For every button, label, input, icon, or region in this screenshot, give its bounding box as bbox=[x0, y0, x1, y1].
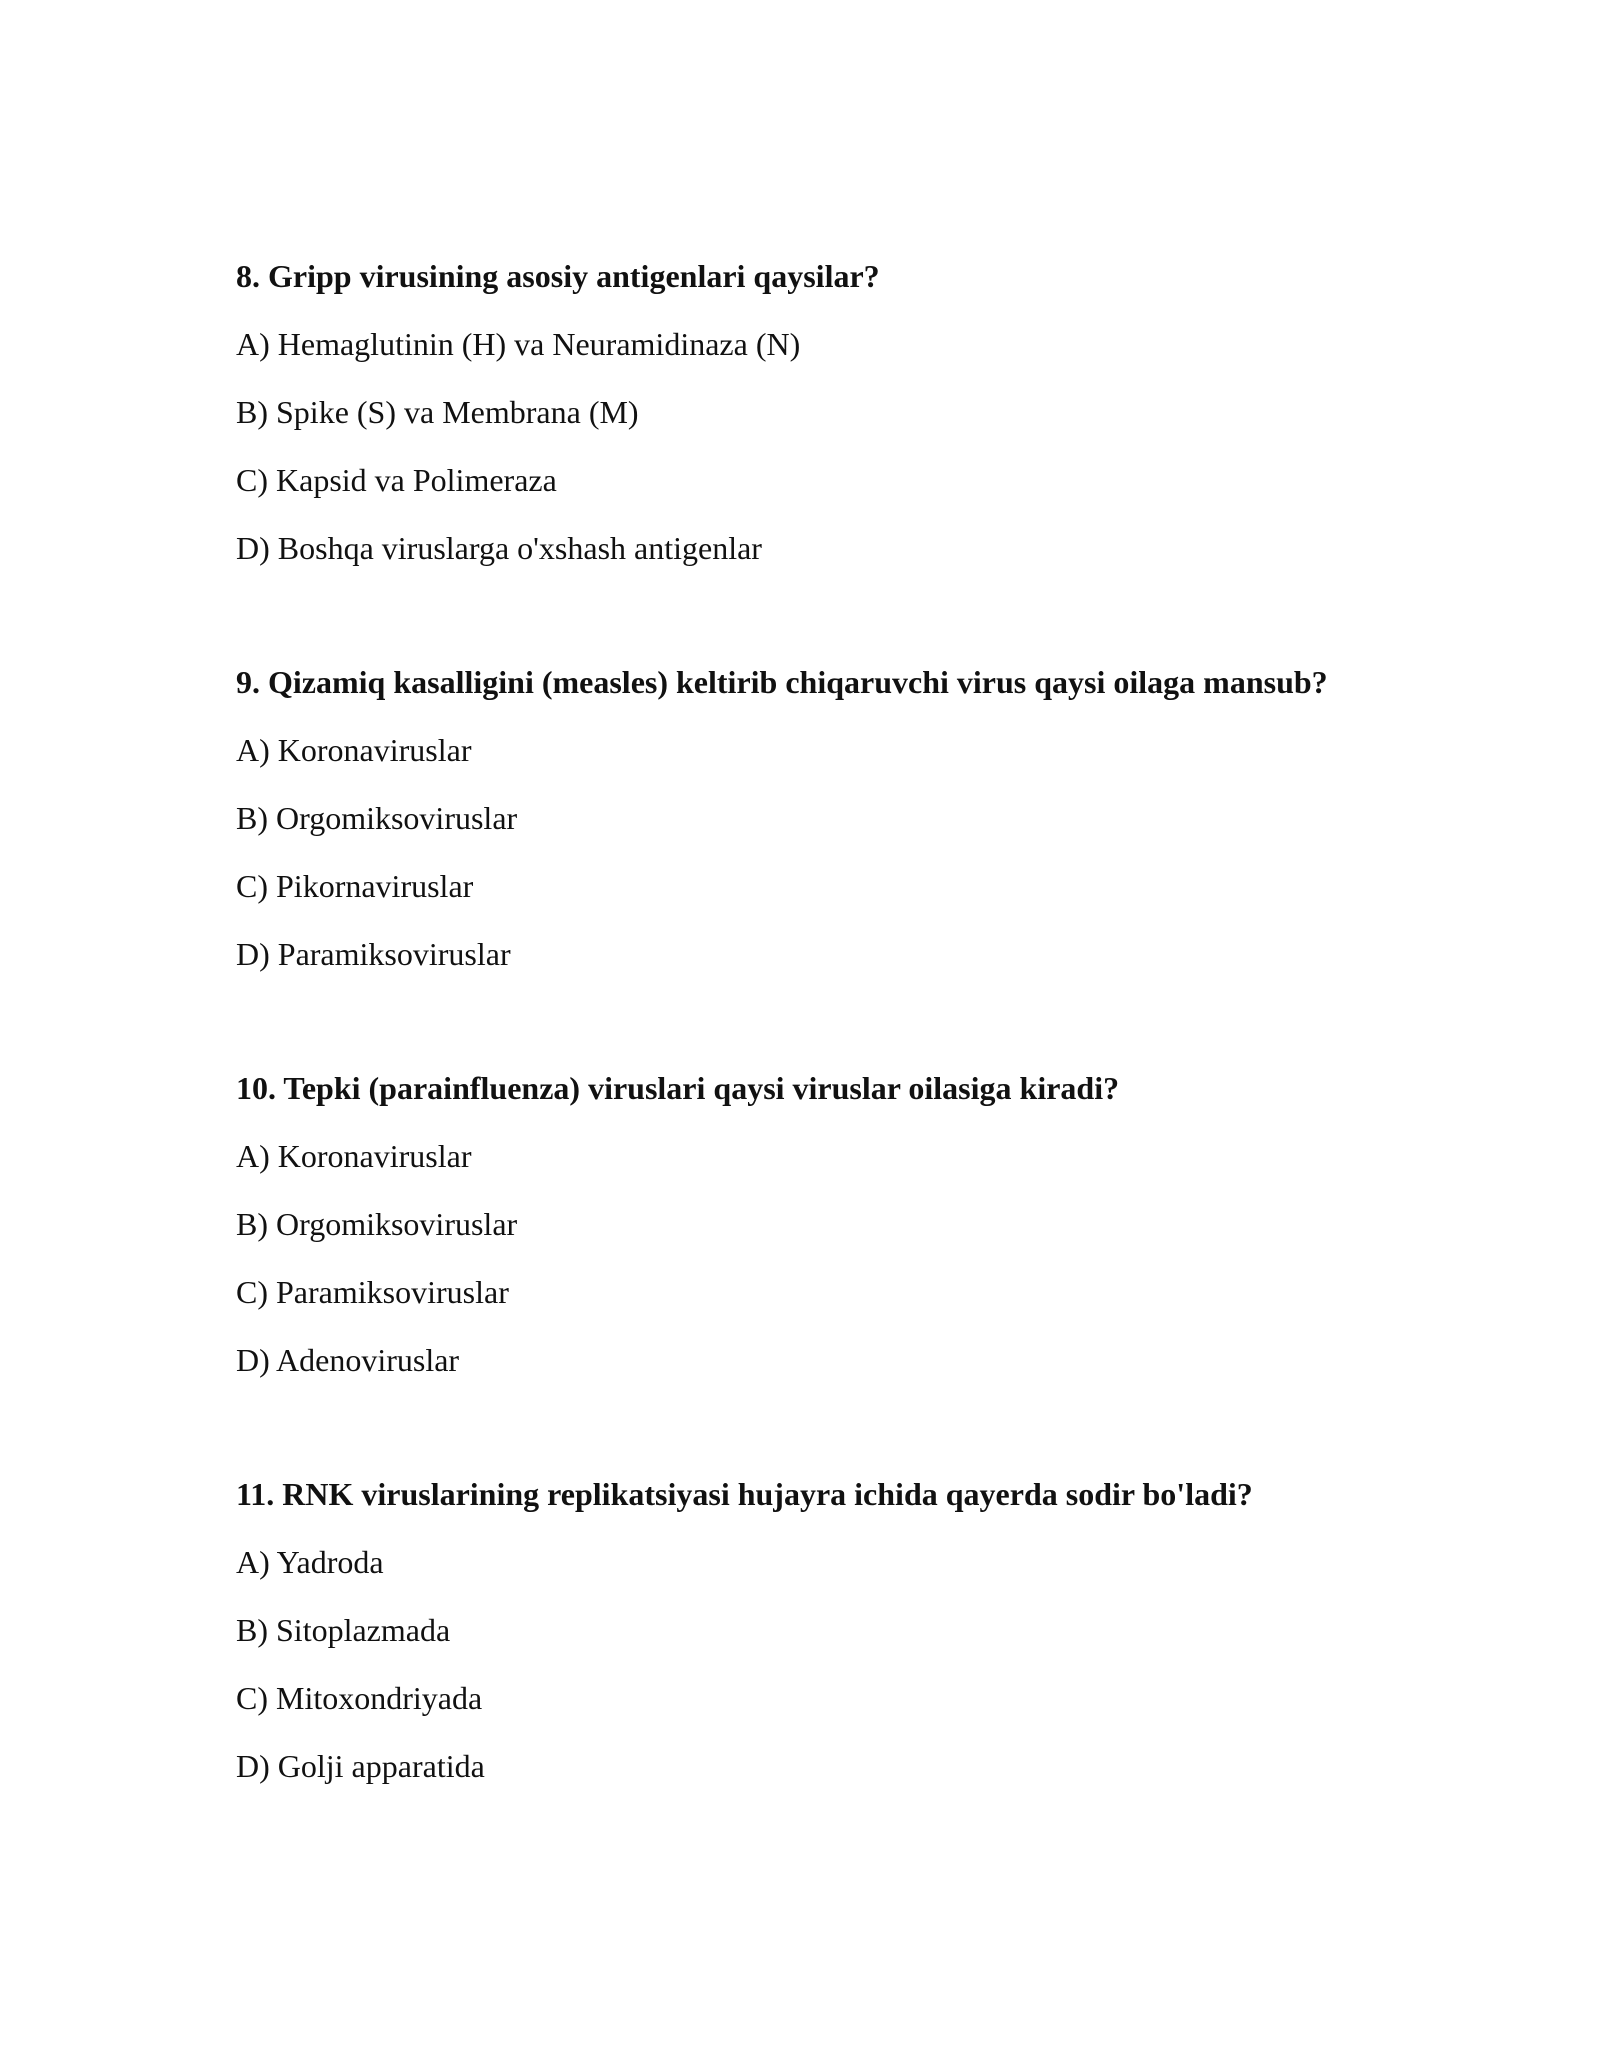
answer-option-a: A) Koronaviruslar bbox=[236, 732, 472, 768]
question-title: 8. Gripp virusining asosiy antigenlari qaysilar? bbox=[236, 258, 880, 294]
answer-option-c: C) Kapsid va Polimeraza bbox=[236, 462, 557, 498]
answer-option-d: D) Paramiksoviruslar bbox=[236, 936, 511, 972]
question-10 bbox=[236, 1068, 1436, 1380]
answer-option-b: B) Sitoplazmada bbox=[236, 1612, 451, 1648]
answer-option-c: C) Pikornaviruslar bbox=[236, 868, 474, 904]
question-title: 9. Qizamiq kasalligini (measles) keltirib chiqaruvchi virus qaysi oilaga mansub? bbox=[236, 664, 1328, 700]
question-8 bbox=[236, 256, 1436, 568]
answer-option-b: B) Orgomiksoviruslar bbox=[236, 800, 518, 836]
answer-option-c: C) Mitoxondriyada bbox=[236, 1680, 483, 1716]
answer-option-d: D) Adenoviruslar bbox=[236, 1342, 460, 1378]
answer-option-d: D) Boshqa viruslarga o'xshash antigenlar bbox=[236, 530, 762, 566]
answer-option-c: C) Paramiksoviruslar bbox=[236, 1274, 509, 1310]
question-9 bbox=[236, 662, 1436, 974]
answer-option-a: A) Koronaviruslar bbox=[236, 1138, 472, 1174]
question-11 bbox=[236, 1474, 1436, 1786]
answer-option-b: B) Orgomiksoviruslar bbox=[236, 1206, 518, 1242]
question-title: 11. RNK viruslarining replikatsiyasi hujayra ichida qayerda sodir bo'ladi? bbox=[236, 1476, 1253, 1512]
answer-option-a: A) Hemaglutinin (H) va Neuramidinaza (N) bbox=[236, 326, 801, 362]
answer-option-b: B) Spike (S) va Membrana (M) bbox=[236, 394, 639, 430]
question-title: 10. Tepki (parainfluenza) viruslari qaysi viruslar oilasiga kiradi? bbox=[236, 1070, 1120, 1106]
answer-option-a: A) Yadroda bbox=[236, 1544, 384, 1580]
answer-option-d: D) Golji apparatida bbox=[236, 1748, 485, 1784]
